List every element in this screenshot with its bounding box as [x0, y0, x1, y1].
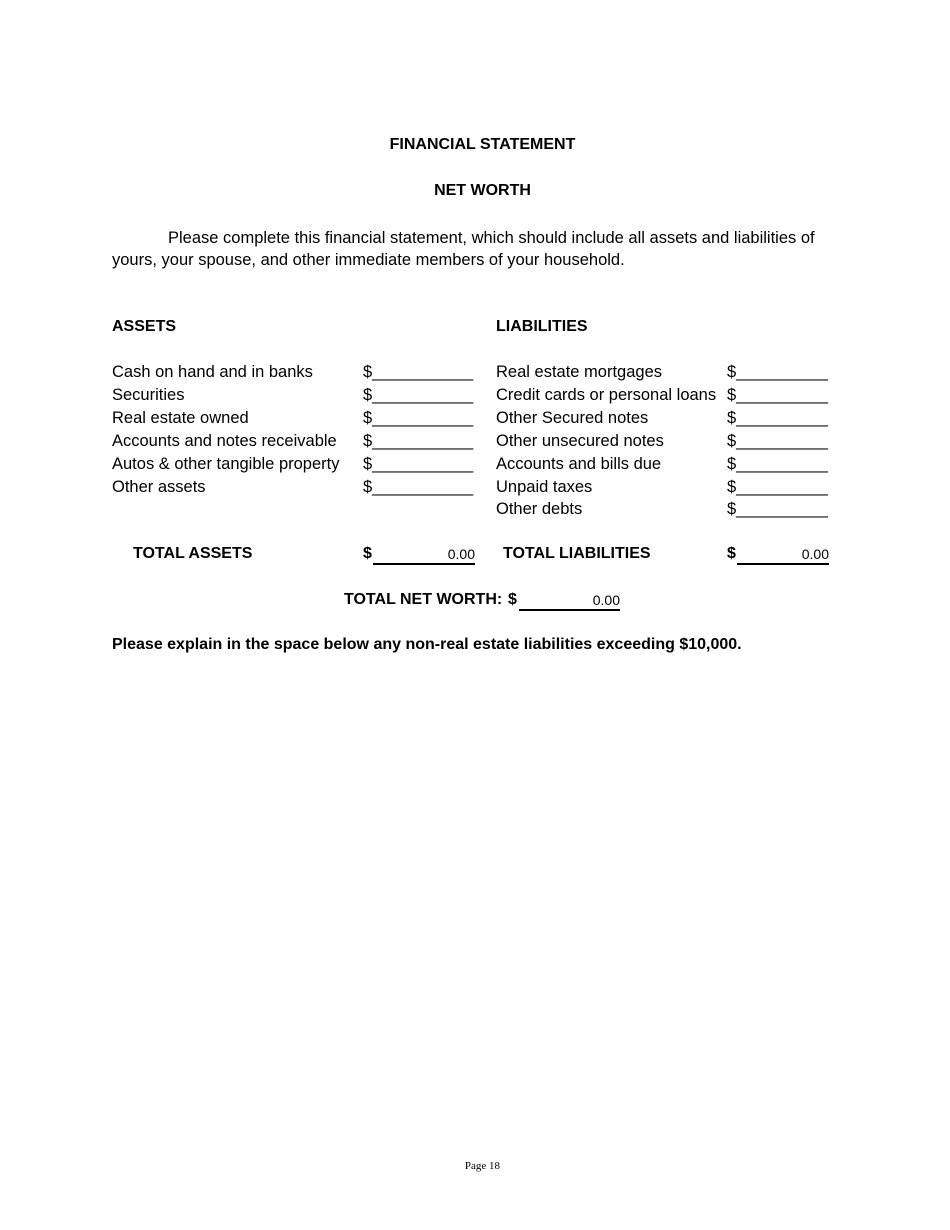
liability-label-credit-cards: Credit cards or personal loans — [496, 386, 717, 404]
asset-field-securities[interactable]: $___________ — [363, 386, 474, 404]
total-liabilities-currency: $ — [727, 545, 736, 562]
liability-field-credit-cards[interactable]: $__________ — [727, 386, 828, 404]
net-worth-label: TOTAL NET WORTH: — [344, 591, 503, 608]
asset-label-cash: Cash on hand and in banks — [112, 363, 313, 381]
asset-field-autos[interactable]: $___________ — [363, 455, 474, 473]
asset-label-other: Other assets — [112, 478, 206, 496]
page-number: Page 18 — [464, 1160, 501, 1172]
assets-heading: ASSETS — [112, 318, 177, 335]
liability-field-unpaid-taxes[interactable]: $__________ — [727, 478, 828, 496]
liability-field-unsecured-notes[interactable]: $__________ — [727, 432, 828, 450]
asset-label-receivable: Accounts and notes receivable — [112, 432, 337, 450]
asset-field-cash[interactable]: $___________ — [363, 363, 474, 381]
document-title: FINANCIAL STATEMENT — [389, 136, 576, 153]
liability-field-secured-notes[interactable]: $__________ — [727, 409, 828, 427]
document-subtitle: NET WORTH — [434, 182, 531, 199]
asset-label-real-estate: Real estate owned — [112, 409, 249, 427]
liability-label-unpaid-taxes: Unpaid taxes — [496, 478, 593, 496]
liability-label-unsecured-notes: Other unsecured notes — [496, 432, 664, 450]
liability-label-other-debts: Other debts — [496, 500, 583, 518]
asset-field-other[interactable]: $___________ — [363, 478, 474, 496]
asset-field-real-estate[interactable]: $___________ — [363, 409, 474, 427]
asset-label-autos: Autos & other tangible property — [112, 455, 340, 473]
asset-field-receivable[interactable]: $___________ — [363, 432, 474, 450]
total-assets-value[interactable]: 0.00 — [447, 546, 475, 562]
intro-paragraph: Please complete this financial statement, which should include all assets and liabilities of yours, your spouse, and other immediate members of your household. — [112, 229, 815, 269]
liability-label-secured-notes: Other Secured notes — [496, 409, 649, 427]
liability-label-bills-due: Accounts and bills due — [496, 455, 662, 473]
asset-label-securities: Securities — [112, 386, 185, 404]
total-assets-label: TOTAL ASSETS — [133, 545, 253, 562]
explain-instruction: Please explain in the space below any non-real estate liabilities exceeding $10,000. — [112, 636, 742, 653]
liabilities-heading: LIABILITIES — [496, 318, 588, 335]
total-liabilities-label: TOTAL LIABILITIES — [503, 545, 651, 562]
liability-field-bills-due[interactable]: $__________ — [727, 455, 828, 473]
liability-field-mortgages[interactable]: $__________ — [727, 363, 828, 381]
net-worth-value[interactable]: 0.00 — [592, 592, 620, 608]
total-liabilities-value[interactable]: 0.00 — [801, 546, 829, 562]
net-worth-currency: $ — [508, 591, 517, 608]
liability-label-mortgages: Real estate mortgages — [496, 363, 663, 381]
liability-field-other-debts[interactable]: $__________ — [727, 500, 828, 518]
total-assets-currency: $ — [363, 545, 372, 562]
